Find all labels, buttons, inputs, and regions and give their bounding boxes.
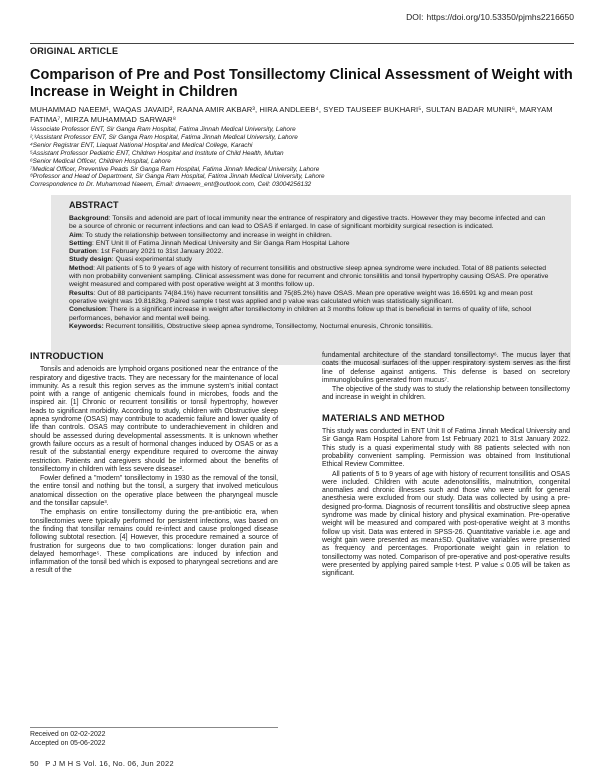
affiliations (30, 126, 570, 189)
abstract-aim (69, 232, 553, 240)
affiliation-line: ⁷Medical Officer, Preventive Peads Sir Ganga Ram Hospital, Fatima Jinnah Medical University, Lahore (30, 165, 320, 173)
article-type: ORIGINAL ARTICLE (30, 46, 119, 56)
affiliation-line: ⁵Assistant Professor Pediatric ENT, Children Hospital and Institute of Child Health, Multan (30, 149, 284, 157)
abstract-text: : Out of 88 participants 74(84.1%) have recurrent tonsillitis and 75(85.2%) have OSAS. Mean pre operative weight was 16.6591 kg and mean post operative weight was 19.8182kg. Paired sample t test was applied and p value was calculated which was statistically significant. (69, 289, 533, 305)
abstract-study-design (69, 256, 553, 264)
abstract-conclusion (69, 306, 553, 323)
affiliation-line: ⁶Senior Medical Officer, Children Hospital, Lahore (30, 157, 171, 165)
introduction-paragraph: Tonsils and adenoids are lymphoid organs positioned near the entrance of the respiratory and digestive tracts. They are necessary for the maintenance of local immunity. As a result this region serves as the immune system's initial contact point with a range of antigenic chemicals found in microbes, foods and the inspired air. [1] Chronic or recurrent tonsillitis or tonsil hypertrophy, however leads to significant morbidity. According to study, children with Obstructive sleep apnea syndrome (OSAS) may contribute to academic failure and lower quality of life than controls. OSAS may contribute to underachievement in children and should be assessed during developmental assessments. It is unknown whether growth failure occurs as a result of hormonal changes induced by OSAS or as a result of the substantial energy expenditure required to overcome the airway restriction. Patients and caregivers should be informed about the benefits of tonsillectomy in children with less severe disease². (30, 366, 278, 473)
correspondence-line: Correspondence to Dr. Muhammad Naeem, Email: drnaeem_ent@outlook.com, Cell: 03004256132 (30, 181, 312, 189)
left-column (30, 352, 278, 576)
doi-line (406, 12, 574, 22)
affiliation-line: ²,³Assistant Professor ENT, Sir Ganga Ram Hospital, Fatima Jinnah Medical University, Lahore (30, 133, 298, 141)
abstract-label: Duration (69, 248, 97, 256)
methods-heading: MATERIALS AND METHOD (322, 412, 445, 423)
abstract-keywords (69, 323, 553, 331)
doi-label: DOI: (406, 12, 424, 22)
journal-citation: P J M H S Vol. 16, No. 06, Jun 2022 (45, 759, 174, 768)
abstract-method (69, 265, 553, 290)
abstract-text: : ENT Unit II of Fatima Jinnah Medical University and Sir Ganga Ram Hospital Lahore (92, 239, 350, 247)
abstract-label: Method (69, 264, 94, 272)
abstract-text: : Tonsils and adenoid are part of local immunity near the entrance of respiratory and digestive tracts. However they may become infected and can be a source of chronic or recurrent infections and can lead to OSAS if enlarged. In case of significant morbidity surgical resection is indicated. (69, 215, 546, 231)
page-number: 50 (30, 759, 39, 768)
accepted-date: Accepted on 05-06-2022 (30, 739, 106, 747)
objective-paragraph: The objective of the study was to study the relationship between tonsillectomy and increase in weight in children. (322, 386, 570, 402)
right-column (322, 352, 570, 578)
abstract-results (69, 290, 553, 307)
affiliation-line: ⁸Professor and Head of Department, Sir Ganga Ram Hospital, Fatima Jinnah Medical University, Lahore (30, 173, 325, 181)
methods-paragraph: This study was conducted in ENT Unit II of Fatima Jinnah Medical University and Sir Ganga Ram Hospital Lahore from 1st February 2021 to 31st January 2022. This study is a quasi experimental study with 88 patients selected with non probability convenient sampling. Permission was obtained from Institutional Ethical Review Committee. (322, 428, 570, 469)
abstract-text: : To study the relationship between tonsillectomy and increase in weight in children. (81, 231, 332, 239)
received-date: Received on 02-02-2022 (30, 731, 106, 738)
abstract-heading: ABSTRACT (69, 200, 119, 210)
author-list: MUHAMMAD NAEEM¹, WAQAS JAVAID², RAANA AMIR AKBAR³, HIRA ANDLEEB⁴, SYED TAUSEEF BUKHARI⁵, SULTAN BADAR MUNIR⁶, MARYAM FATIMA⁷, MIRZA MUHAMMAD SARWAR⁸ (30, 105, 553, 124)
abstract-box (51, 195, 571, 365)
header-rule (30, 43, 574, 44)
abstract-label: Background (69, 215, 109, 222)
abstract-background (69, 215, 553, 232)
abstract-text: : 1st February 2021 to 31st January 2022. (96, 248, 224, 256)
abstract-text: : All patients of 5 to 9 years of age with history of recurrent tonsillitis and obstructive sleep apnea syndrome were included. Total of 88 patients selected with non probability convenient sampling. Clinical assessment was done for recurrent and chronic tonsillitis and tonsil hypertrophy causing OSAS. Pre operative weight measured and compared with post operative weight at 3 months follow up. (69, 264, 549, 289)
methods-paragraph: All patients of 5 to 9 years of age with history of recurrent tonsillitis and OSAS were included. Children with acute adenotonsillitis, malnutrition, congenital anomalies and chronic illnesses such and those who were unfit for general anesthesia were excluded from our study. Data was collected by using a pre-designed pro-forma. Diagnosis of recurrent tonsillitis and obstructive sleep apnea syndrome was made by clinical history and physical examination. Pre-operative weight will be measured and compared with post-operative weight at 3 months follow up visit. Data was entered in SPSS-26. Quantitative variable i.e. age and weight gain were presented as mean±SD. Qualitative variables were presented as frequency and percentages. Proportionate weight gain in relation to tonsillectomy was noted. Comparison of pre-operative and post-operative results were presented by applying paired sample t-test. P value ≤ 0.05 will be taken as significant. (322, 470, 570, 578)
affiliation-line: ¹Associate Professor ENT, Sir Ganga Ram Hospital, Fatima Jinnah Medical University, Lahore (30, 126, 296, 133)
page-footer (30, 759, 174, 768)
abstract-label: Study design (69, 256, 112, 264)
affiliation-line: ⁴Senior Registrar ENT, Liaquat National Hospital and Medical College, Karachi (30, 141, 253, 149)
abstract-label: Conclusion (69, 306, 107, 314)
introduction-paragraph: The emphasis on entire tonsillectomy during the pre-antibiotic era, when tonsillectomies were typically performed for persistent infections, was based on the finding that tonsillar remains could re-infect and cause prolonged disease following subtotal resection. [4] However, this procedure remained a source of frustration for surgeons due to two complications: longer duration pain and delayed hemorrhage⁵. These complications are induced by infection and inflammation of the tonsil bed which is exposed to pharyngeal secretions and are a result of the (30, 509, 278, 575)
abstract-label: Results (69, 289, 94, 297)
abstract-label: Keywords: (69, 322, 104, 330)
abstract-text: Recurrent tonsillitis, Obstructive sleep apnea syndrome, Tonsillectomy, Nocturnal enuresis, Chronic tonsillitis. (103, 322, 433, 330)
abstract-setting (69, 240, 553, 248)
abstract-label: Setting (69, 239, 93, 247)
dates-block (30, 727, 278, 748)
continued-paragraph: fundamental architecture of the standard tonsillectomy⁶. The mucus layer that coats the mucosal surfaces of the upper respiratory system serves as the first line of defense against antigens. This defense is based on secretory immunoglobulins generated from mucus⁷. (322, 352, 570, 384)
doi-link[interactable]: https://doi.org/10.53350/pjmhs2216650 (426, 12, 574, 22)
introduction-paragraph: Fowler defined a "modern" tonsillectomy in 1930 as the removal of the tonsil, the entire tonsil and nothing but the tonsil, a surgery that involved meticulous anatomical dissection on the operative place between the pharyngeal muscle and the tonsillar capsule³. (30, 475, 278, 508)
introduction-heading: INTRODUCTION (30, 351, 104, 361)
article-title: Comparison of Pre and Post Tonsillectomy Clinical Assessment of Weight with Increase in Weight in Children (30, 67, 573, 100)
abstract-label: Aim (69, 231, 82, 239)
abstract-text: : Quasi experimental study (111, 256, 193, 264)
abstract-text: : There is a significant increase in weight after tonsillectomy in children at 3 months follow up that is beneficial in terms of quality of life, school performances, behavior and mental well being. (69, 306, 532, 322)
abstract-duration (69, 248, 553, 256)
